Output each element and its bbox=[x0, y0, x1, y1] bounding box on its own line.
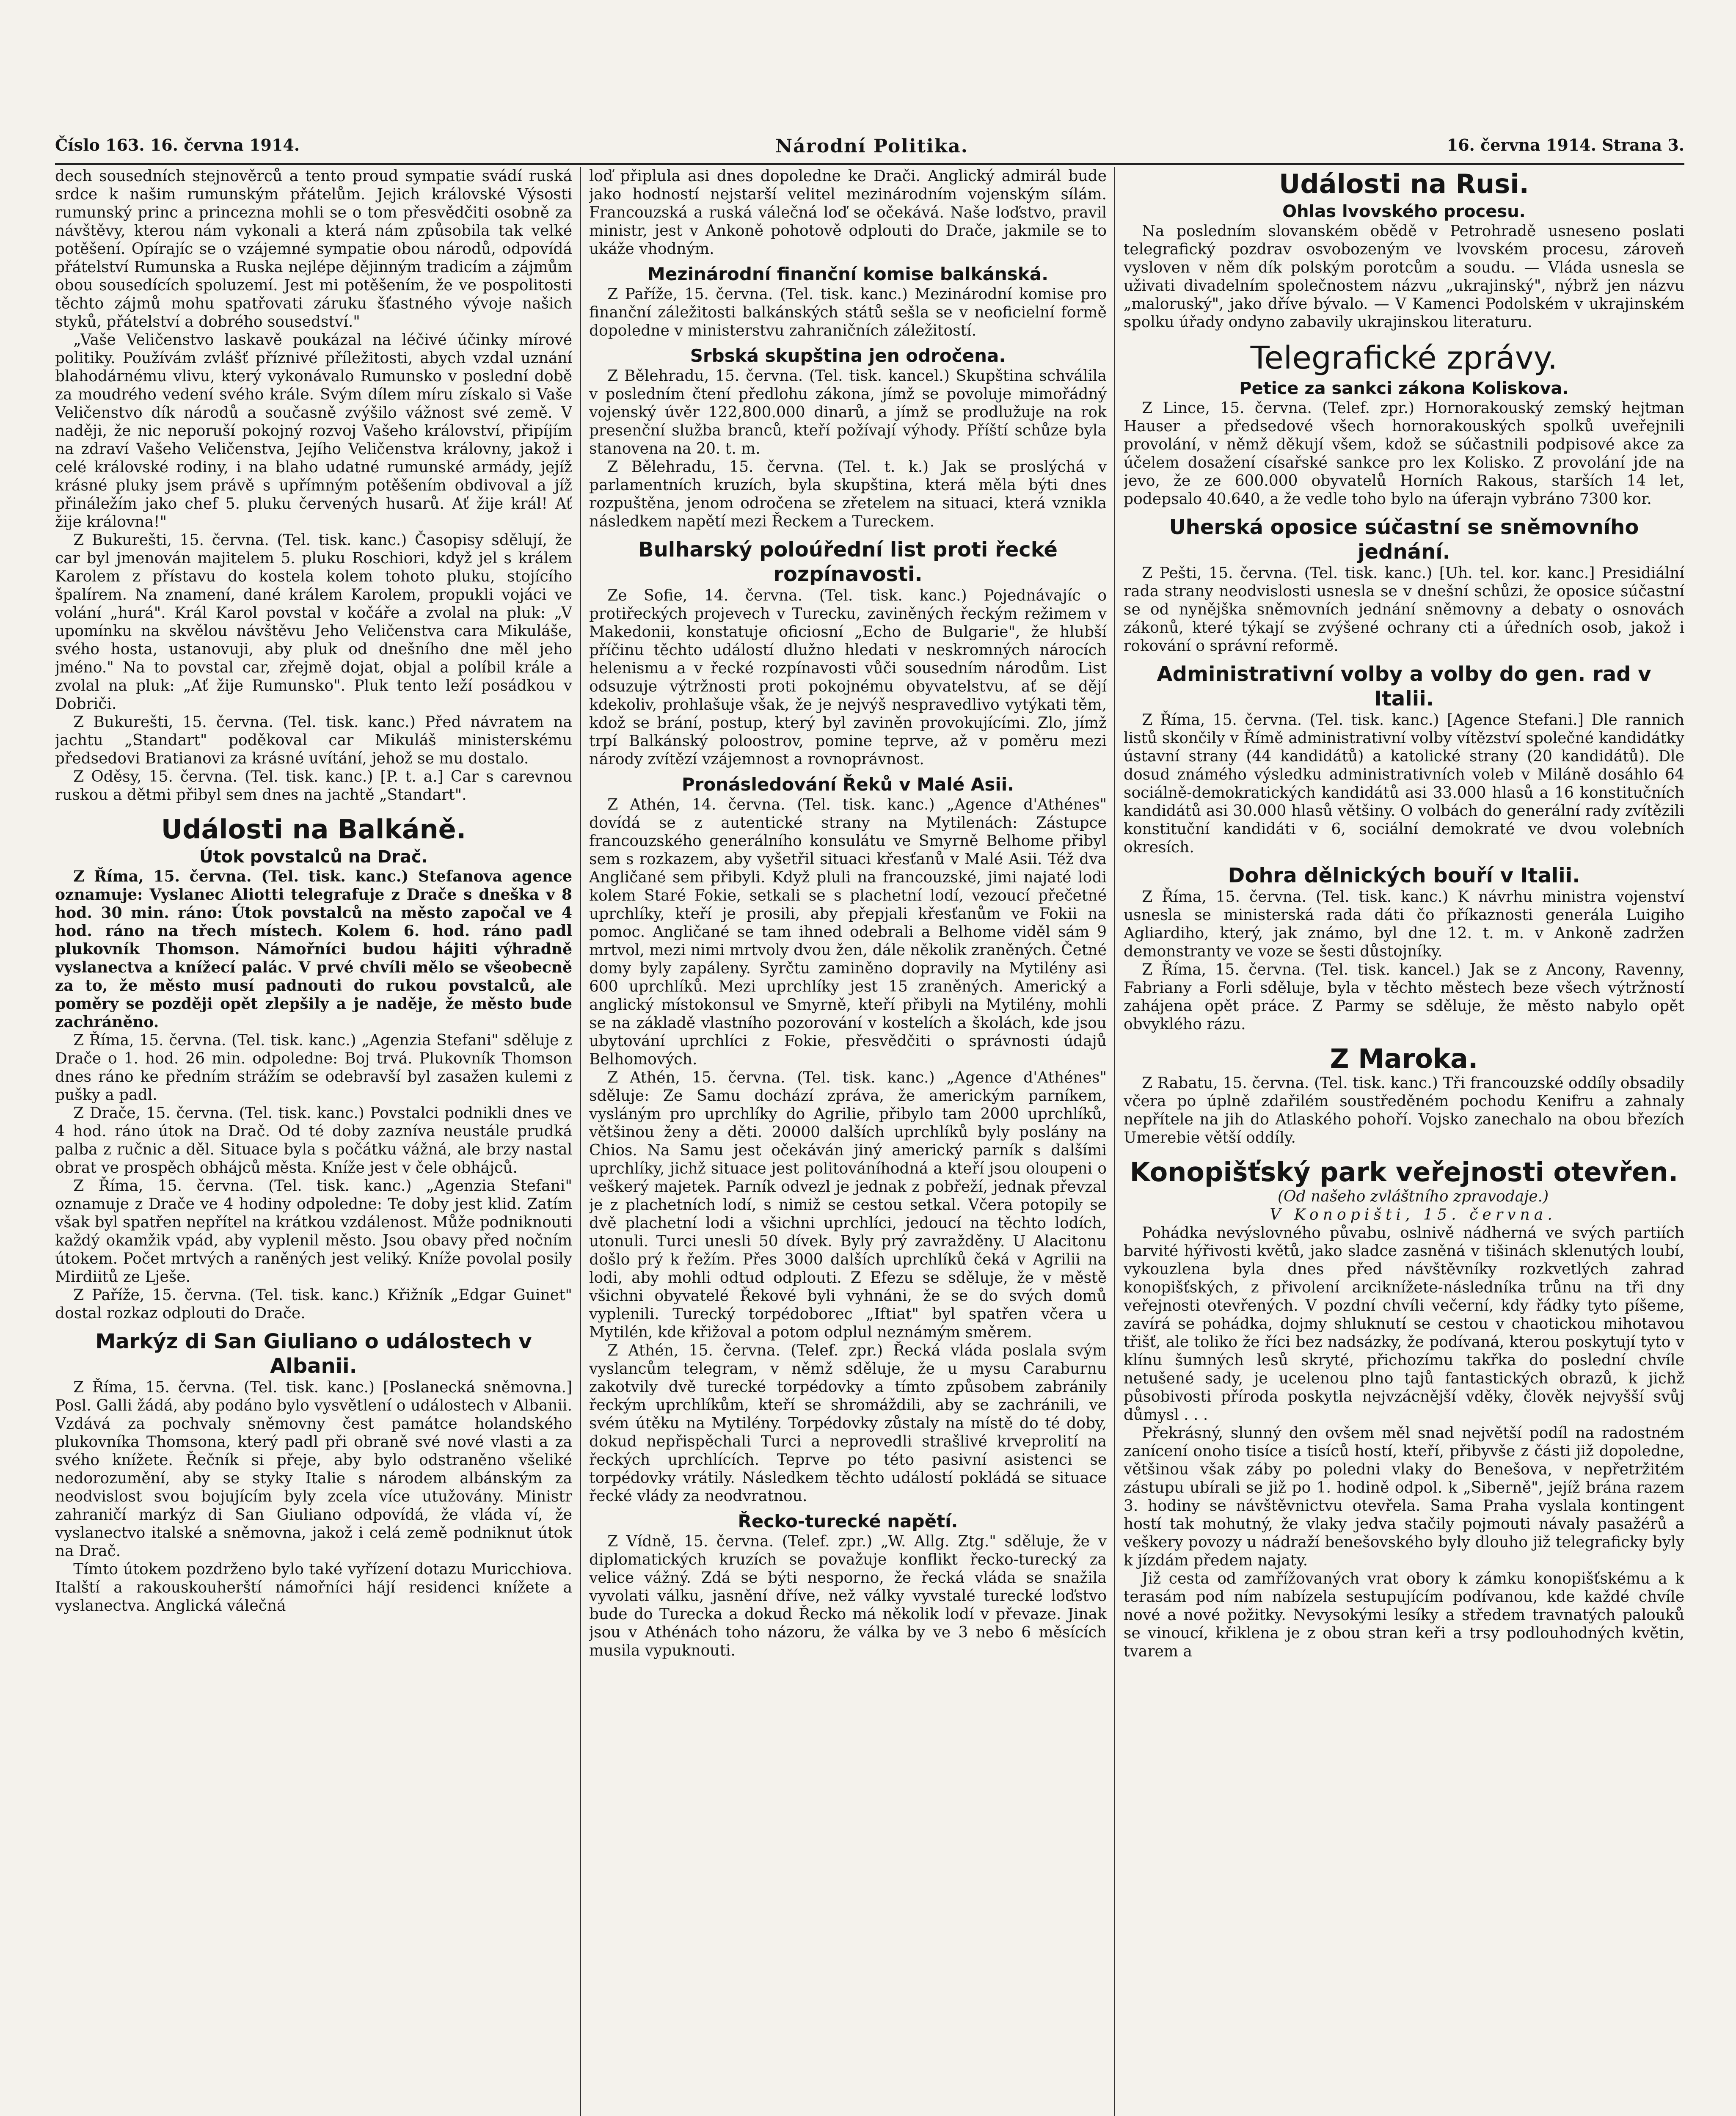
article-paragraph: Z Vídně, 15. června. (Telef. zpr.) „W. Allg. Ztg." sděluje, že v diplomatických kruzích se považuje konflikt řecko-turecký za velice vážný. Zdá se býti nesporno, že řecká vláda se snažila vyvolati válku, jasnění dříve, než války vyvstalé turecké loďstvo bude do Turecka a dokud Řecko má několik lodí v převaze. Jinak jsou v Athénách toho názoru, že válka by ve 3 nebo 6 měsících musila vypuknouti. bbox=[589, 1533, 1107, 1659]
article-paragraph: Z Říma, 15. června. (Tel. tisk. kanc.) [Agence Stefani.] Dle rannich listů skončily v Římě administrativní volby vítězství společné kandidátky ústavní strany (44 kandidátů) a katolické strany (20 kandidátů). Dle dosud známého výsledku administrativních voleb v Miláně dosáhlo 64 sociálně-demokratických kandidátů asi 33.000 hlasů a 16 konstitučních kandidátů asi 30.000 hlasů většiny. O volbách do generální rady zvítězili konstituční kandidáti v 6, sociální demokraté ve dvou volebních okresích. bbox=[1124, 711, 1684, 856]
page-header bbox=[55, 135, 1684, 162]
article-paragraph: Z Říma, 15. června. (Tel. tisk. kanc.) [Poslanecká sněmovna.] Posl. Galli žádá, aby podáno bylo vysvětlení o událostech v Albanii. Vzdává za pochvaly sněmovny čest památce holandského plukovníka Thomsona, který padl při obraně své nové vlasti a za svého knížete. Řečník si přeje, aby bylo odstraněno všeliké nedorozumění, aby se styky Italie s národem albánským za neodvislost svou bojujícím byly zcela více utužovány. Ministr zahraničí markýz di San Giuliano odpovídá, že vláda ví, že vyslanectvo italské a sněmovna, jakož i celá země podniknut útok na Drač. bbox=[55, 1379, 572, 1560]
article-paragraph: Překrásný, slunný den ovšem měl snad největší podíl na radostném zanícení onoho tisíce a tisíců hostí, kteří, přibyvše z části již dopoledne, většinou však záby po poledni vlaky do Benešova, v nepřetržitém zástupu ubírali se již po 1. hodině odpol. k „Siberně", jejíž brána razem 3. hodiny se návštěvnictvu otevřela. Sama Praha vyslala kontingent hostí tak mohutný, že vlaky jedva stačily pojmouti návaly pasažérů a veškery povozy u nádraží benešovského byly dlouho již telegraficky byly k jízdám předem najaty. bbox=[1124, 1424, 1684, 1569]
article-heading: Bulharský poloúřední list proti řecké rozpínavosti. bbox=[638, 538, 1058, 586]
column-1 bbox=[55, 167, 572, 2116]
article-paragraph: Z Athén, 15. června. (Tel. tisk. kanc.) „Agence d'Athénes" sděluje: Ze Samu dochází zpráva, že americkým parníkem, vysláným pro uprchlíky do Agrilie, přibylo tam 2000 uprchlíků, většinou ženy a děti. 20000 dalších uprchlíků byly poslány na Chios. Na Samu jest očekáván jiný americký parník s dalšími uprchlíky, jichž situace jest politováníhodná a kteří jsou oloupeni o veškerý majetek. Parník odvezl je jednak z pobřeží, jednak převzal je z plachetních lodí, s nimiž se cestou setkal. Včera potopily se dvě plachetní lodi a všichni uprchlíci, jedoucí na těchto lodích, utonuli. Turci unesli 50 dívek. Byly prý zavražděny. U Alacitonu došlo prý k řežím. Přes 3000 dalších uprchlíků čeká v Agrilii na lodi, aby mohli odtud odplouti. Z Efezu se sděluje, že v městě všichni obyvatelé Řekové byli vyhnáni, že se do svých domů vyplenili. Turecký torpédoborec „Iftiat" byl spatřen včera u Mytilén, kde křižoval a potom odplul neznámým směrem. bbox=[589, 1069, 1107, 1341]
article-dateline: V Konopišti, 15. června. bbox=[1270, 1206, 1557, 1223]
article-paragraph: loď připlula asi dnes dopoledne ke Drači. Anglický admirál bude jako hodností nejstarší velitel mezinárodním vojenským sílám. Francouzská a ruská válečná loď se očekává. Naše loďstvo, pravil ministr, jest v Ankoně pohotově odplouti do Drače, jakmile se to ukáže vhodným. bbox=[589, 168, 1107, 258]
column-divider bbox=[1114, 167, 1115, 2116]
header-rule bbox=[55, 163, 1684, 165]
article-paragraph: Z Paříže, 15. června. (Tel. tisk. kanc.) Křižník „Edgar Guinet" dostal rozkaz odplouti do Drače. bbox=[55, 1287, 572, 1322]
article-paragraph: Z Bělehradu, 15. června. (Tel. tisk. kancel.) Skupština schválila v posledním čtení předlohu zákona, jímž se povoluje mimořádný vojenský úvěr 122,800.000 dinarů, a jímž se prodlužuje na rok presenční služba branců, kteří požívají výhody. Příští schůze byla stanovena na 20. t. m. bbox=[589, 367, 1107, 457]
article-heading: Srbská skupština jen odročena. bbox=[690, 345, 1006, 366]
section-heading: Události na Rusi. bbox=[1279, 168, 1529, 199]
article-heading: Dohra dělnických bouří v Italii. bbox=[1228, 864, 1580, 887]
article-paragraph: Z Říma, 15. června. (Tel. tisk. kanc.) „Agenzia Stefani" oznamuje z Drače ve 4 hodiny odpoledne: Te doby jest klid. Zatím však byl spatřen nepřítel na krátkou vzdálenost. Může podniknouti každý okamžik vpád, aby vyplenil město. Jsou obavy před nočním útokem. Počet mrtvých a raněných jest veliký. Kníže povolal posily Mirdiitů ze Lješe. bbox=[55, 1177, 572, 1286]
article-heading: Řecko-turecké napětí. bbox=[738, 1511, 958, 1532]
header-page-number: 16. června 1914. Strana 3. bbox=[1447, 135, 1684, 154]
header-issue-date: Číslo 163. 16. června 1914. bbox=[55, 135, 300, 154]
article-heading: Administrativní volby a volby do gen. rad v Italii. bbox=[1157, 662, 1651, 711]
article-paragraph: „Vaše Veličenstvo laskavě poukázal na léčivé účinky mírové politiky. Používám zvlášť příznivé příležitosti, abych vzdal uznání blahodárnému vlivu, který vykonávalo Rumunsko v poslední době za moudrého vedení svého krále. Svým dílem míru získalo si Vaše Veličenstvo dík národů a současně zvýšilo vážnost své země. V naději, že nic neporuší pokojný rozvoj Vašeho království, připíjím na zdraví Vašeho Veličenstva, Jejího Veličenstva královny, jakož i celé královské rodiny, i na blaho udatné rumunské armády, jejíž krásné pluky jsem právě s upřímným potěšením obdivoval a jíž přináležím jako chef 5. pluku červených husarů. Ať žije král! Ať žije královna!" bbox=[55, 331, 572, 531]
article-heading: Uherská oposice súčastní se sněmovního jednání. bbox=[1169, 515, 1639, 564]
article-paragraph: Z Říma, 15. června. (Tel. tisk. kanc.) Stefanova agence oznamuje: Vyslanec Aliotti telegrafuje z Drače s dneška v 8 hod. 30 min. ráno: Útok povstalců na město započal ve 4 hod. ráno na třech místech. Kolem 6. hod. ráno padl plukovník Thomson. Námořníci budou hájiti výhradně vyslanectva a knížecí palác. V prvé chvíli mělo se všeobecně za to, že město musí padnouti do rukou povstalců, ale poměry se později opět zlepšily a je naděje, že město bude zachráněno. bbox=[55, 868, 572, 1031]
article-paragraph: Z Rabatu, 15. června. (Tel. tisk. kanc.) Tři francouzské oddíly obsadily včera po úplně zdařilém soustředěném pochodu Kenifru a zahnaly nepřítele na jih do Atlaského pohoří. Vojsko zanechalo na obou březích Umerebie větší oddíly. bbox=[1124, 1075, 1684, 1146]
article-paragraph: Ze Sofie, 14. června. (Tel. tisk. kanc.) Pojednávajíc o protiřeckých projevech v Turecku, zaviněných řeckým režimem v Makedonii, konstatuje oficiosní „Echo de Bulgarie", že hlubší příčinu těchto událostí dlužno hledati v neskromných nárocích helenismu a v řecké rozpínavosti vůči sousedním národům. List odsuzuje výtržnosti proti pokojnému obyvatelstvu, ať se dějí kdekoliv, prohlašuje však, že je nejvýš nespravedlivo vytýkati těm, kdož se brání, postup, který byl zaviněn provokujícími. Zlo, jímž trpí Balkánský poloostrov, pomine teprve, až v poměru mezi národy zvítězí vzájemnost a rovnoprávnost. bbox=[589, 587, 1107, 768]
article-heading: Markýz di San Giuliano o událostech v Albanii. bbox=[95, 1330, 532, 1378]
article-paragraph: Již cesta od zamřížovaných vrat obory k zámku konopišťskému a k terasám pod ním nabízela sestupujícím podívanou, kde každé chvíle nové a nové požitky. Nevysokými lesíky a středem travnatých palouků se vinoucí, křiklena je z obou stran keři a trsy podlouhodných květin, tvarem a bbox=[1124, 1570, 1684, 1660]
article-heading: Konopišťský park veřejnosti otevřen. bbox=[1130, 1157, 1678, 1187]
column-2 bbox=[589, 167, 1107, 2116]
article-paragraph: Z Říma, 15. června. (Tel. tisk. kanc.) K návrhu ministra vojenství usnesla se ministerská rada dáti čo příkaznosti generála Luigiho Agliardiho, který, jak známo, byl dne 12. t. m. v Ankoně zadržen demonstranty ve voze se šesti důstojníky. bbox=[1124, 888, 1684, 960]
article-paragraph: Z Athén, 14. června. (Tel. tisk. kanc.) „Agence d'Athénes" dovídá se z autentické strany na Mytilenách: Zástupce francouzského generálního konsulátu ve Smyrně Belhome přibyl sem s rozkazem, aby vyšetřil situaci křesťanů v Malé Asii. Též dva Angličané sem přibyli. Když pluli na francouzské, jimi najaté lodi kolem Staré Fokie, setkali se s plachetní lodí, vezoucí přečetné uprchlíky, kteří je prosili, aby přepjali křesťanům ve Fokii na pomoc. Angličané se tam ihned odebrali a Belhome viděl sám 9 mrtvol, mezi nimi mrtvoly dvou žen, dále několik zraněných. Četné domy byly zapáleny. Syrčtu zaminěno dopravily na Mytilény asi 600 uprchlíků. Mezi uprchlíky jest 15 zraněných. Americký a anglický místokonsul ve Smyrně, kteří přibyli na Mytilény, mohli se na základě vlastního pozorování v kostelích a školách, kde jsou ubytování uprchlíci z Fokie, přesvědčiti o správnosti údajů Belhomových. bbox=[589, 796, 1107, 1068]
article-heading: Z Maroka. bbox=[1330, 1043, 1478, 1074]
article-heading: Pronásledování Řeků v Malé Asii. bbox=[681, 774, 1014, 795]
article-paragraph: Z Drače, 15. června. (Tel. tisk. kanc.) Povstalci podnikli dnes ve 4 hod. ráno útok na Drač. Od té doby zazníva neustále prudká palba z ručnic a děl. Situace byla s počátku vážná, ale brzy nastal obrat ve prospěch obhájců města. Kníže jest v čele obhájců. bbox=[55, 1105, 572, 1176]
section-heading: Události na Balkáně. bbox=[161, 814, 466, 845]
article-paragraph: Pohádka nevýslovného půvabu, oslnivě nádherná ve svých partiích barvité hýřivosti květů, jako sladce zasněná v tišinách sklenutých loubí, vykouzlena byla dnes před návštěvníky rozkvetlých zahrad konopišťských, z přivolení arciknížete-následníka trůnu na tři dny veřejnosti otevřených. V pozdní chvíli večerní, kdy řádky tyto píšeme, zavírá se pohádka, dojmy shluknutí se cestou v chaotickou mihotavou třišť, ale toliko že říci bez nadsázky, že podívaná, kterou poskytují tyto v klínu šumných lesů skryté, přichozímu takřka do poslední chvíle netušené sady, je ucelenou plno tajů fantastických obrazů, k jichž působivosti příroda poskytla nejvzácnější vděky, člověk nejvyšší svůj důmysl . . . bbox=[1124, 1224, 1684, 1424]
article-heading: Petice za sankci zákona Koliskova. bbox=[1239, 379, 1569, 398]
article-paragraph: dech sousedních stejnověrců a tento proud sympatie svádí ruská srdce k našim rumunským přátelům. Jejich královské Výsosti rumunský princ a princezna mohli se o tom přesvědčiti osobně za návštěvy, kterou nám vykonali a která nám způsobila tak velké potěšení. Opírajíc se o vzájemné sympatie obou národů, odpovídá přátelství Rumunska a Ruska nejlépe dějinným tradicím a zájmům obou sousedících spoluzemí. Jest mi potěšením, že ve pospolitosti těchto zájmů mohu spatřovati záruku šťastného vývoje našich styků, přátelství a dobrého sousedství." bbox=[55, 168, 572, 331]
article-paragraph: Z Pešti, 15. června. (Tel. tisk. kanc.) [Uh. tel. kor. kanc.] Presidiální rada strany neodvislosti usnesla se v dnešní schůzi, že oposice súčastní se od nynějška sněmovních jednání sněmovny a debaty o osnovách zákonů, které týkají se zvýšené ochrany cti a úředních osob, jakož i rokování o správní reformě. bbox=[1124, 565, 1684, 655]
article-paragraph: Z Říma, 15. června. (Tel. tisk. kanc.) „Agenzia Stefani" sděluje z Drače o 1. hod. 26 min. odpoledne: Boj trvá. Plukovník Thomson dnes ráno ke předním strážím se odebravší byl zasažen kulemi z pušky a padl. bbox=[55, 1032, 572, 1104]
article-byline: (Od našeho zvláštního zpravodaje.) bbox=[1278, 1188, 1549, 1205]
article-heading: Mezinárodní finanční komise balkánská. bbox=[647, 264, 1049, 284]
column-divider bbox=[580, 167, 581, 2116]
article-paragraph: Tímto útokem pozdrženo bylo také vyřízení dotazu Muricchiova. Italští a rakouskouherští námořníci hájí residenci knížete a vyslanectva. Anglická válečná bbox=[55, 1561, 572, 1615]
article-paragraph: Z Paříže, 15. června. (Tel. tisk. kanc.) Mezinárodní komise pro finanční záležitosti balkánských států sešla se v neoficielní formě dopoledne v ministerstvu zahraničních záležitostí. bbox=[589, 286, 1107, 339]
section-heading: Telegrafické zprávy. bbox=[1250, 340, 1558, 376]
masthead-title: Národní Politika. bbox=[775, 135, 969, 157]
article-paragraph: Z Bělehradu, 15. června. (Tel. t. k.) Jak se proslýchá v parlamentních kruzích, byla skupština, která měla býti dnes rozpuštěna, jenom odročena se zřetelem na situaci, která vznikla následkem napětí mezi Řeckem a Tureckem. bbox=[589, 458, 1107, 530]
article-paragraph: Z Oděsy, 15. června. (Tel. tisk. kanc.) [P. t. a.] Car s carevnou ruskou a dětmi přibyl sem dnes na jachtě „Standart". bbox=[55, 768, 572, 804]
article-paragraph: Z Říma, 15. června. (Tel. tisk. kancel.) Jak se z Ancony, Ravenny, Fabriany a Forli sděluje, byla v těchto městech beze všech výtržností zahájena opět práce. Z Parmy se sděluje, že město nabylo opět obvyklého rázu. bbox=[1124, 961, 1684, 1033]
article-paragraph: Z Bukurešti, 15. června. (Tel. tisk. kanc.) Před návratem na jachtu „Standart" poděkoval car Mikuláš ministerskému předsedovi Bratianovi za krásné uvítání, jehož se mu dostalo. bbox=[55, 714, 572, 767]
article-paragraph: Z Bukurešti, 15. června. (Tel. tisk. kanc.) Časopisy sdělují, že car byl jmenován majitelem 5. pluku Roschiori, když jel s králem Karolem z přístavu do kostela kolem tohoto pluku, stojícího špalírem. Na znamení, dané králem Karolem, propukli vojáci ve volání „hurá". Král Karol povstal v kočáře a zvolal na pluk: „V upomínku na skvělou návštěvu Jeho Veličenstva cara Mikuláše, svého hosta, ustanovuji, aby pluk od dnešního dne měl jeho jméno." Na to povstal car, zřejmě dojat, objal a políbil krále a zvolal na pluk: „Ať žije Rumunsko". Pluk tento leží posádkou v Dobriči. bbox=[55, 532, 572, 713]
article-heading: Útok povstalců na Drač. bbox=[199, 847, 428, 867]
column-3 bbox=[1124, 167, 1684, 2116]
article-paragraph: Na posledním slovanském obědě v Petrohradě usneseno poslati telegrafický pozdrav osvobozeným ve lvovském procesu, zároveň vysloven v něm dík polským porotcům a soudu. — Vláda usnesla se uživati divadelním společnostem názvu „ukrajinský", nýbrž jen názvu „maloruský", jako dříve bývalo. — V Kamenci Podolském v ukrajinském spolku úřady ondyno zabavily ukrajinskou literaturu. bbox=[1124, 223, 1684, 331]
article-paragraph: Z Athén, 15. června. (Telef. zpr.) Řecká vláda poslala svým vyslancům telegram, v němž sděluje, že u mysu Caraburnu zakotvily dvě turecké torpédovky a tímto způsobem zabránily řeckým uprchlíkům, kteří se shromáždili, aby se zachránili, ve svém útěku na Mytilény. Torpédovky zůstaly na místě do té doby, dokud nepřispěchali Turci a neprovedli strašlivé krveprolití na řeckých uprchlících. Teprve po této pasivní asistenci se torpédovky vrátily. Následkem těchto událostí pokládá se situace řecké vlády za neodvratnou. bbox=[589, 1342, 1107, 1505]
article-heading: Ohlas lvovského procesu. bbox=[1282, 202, 1526, 221]
article-paragraph: Z Lince, 15. června. (Telef. zpr.) Hornorakouský zemský hejtman Hauser a předsedové všech hornorakouských spolků uveřejnili provolání, v němž děkují všem, kdož se súčastnili podpisové akce za účelem dosažení císařské sankce pro lex Kolisko. Z provolání jde na jevo, že ze 600.000 obyvatelů Horních Rakous, starších 14 let, podepsalo 40.640, a že vedle toho bylo na úferajn vybráno 7300 kor. bbox=[1124, 400, 1684, 508]
